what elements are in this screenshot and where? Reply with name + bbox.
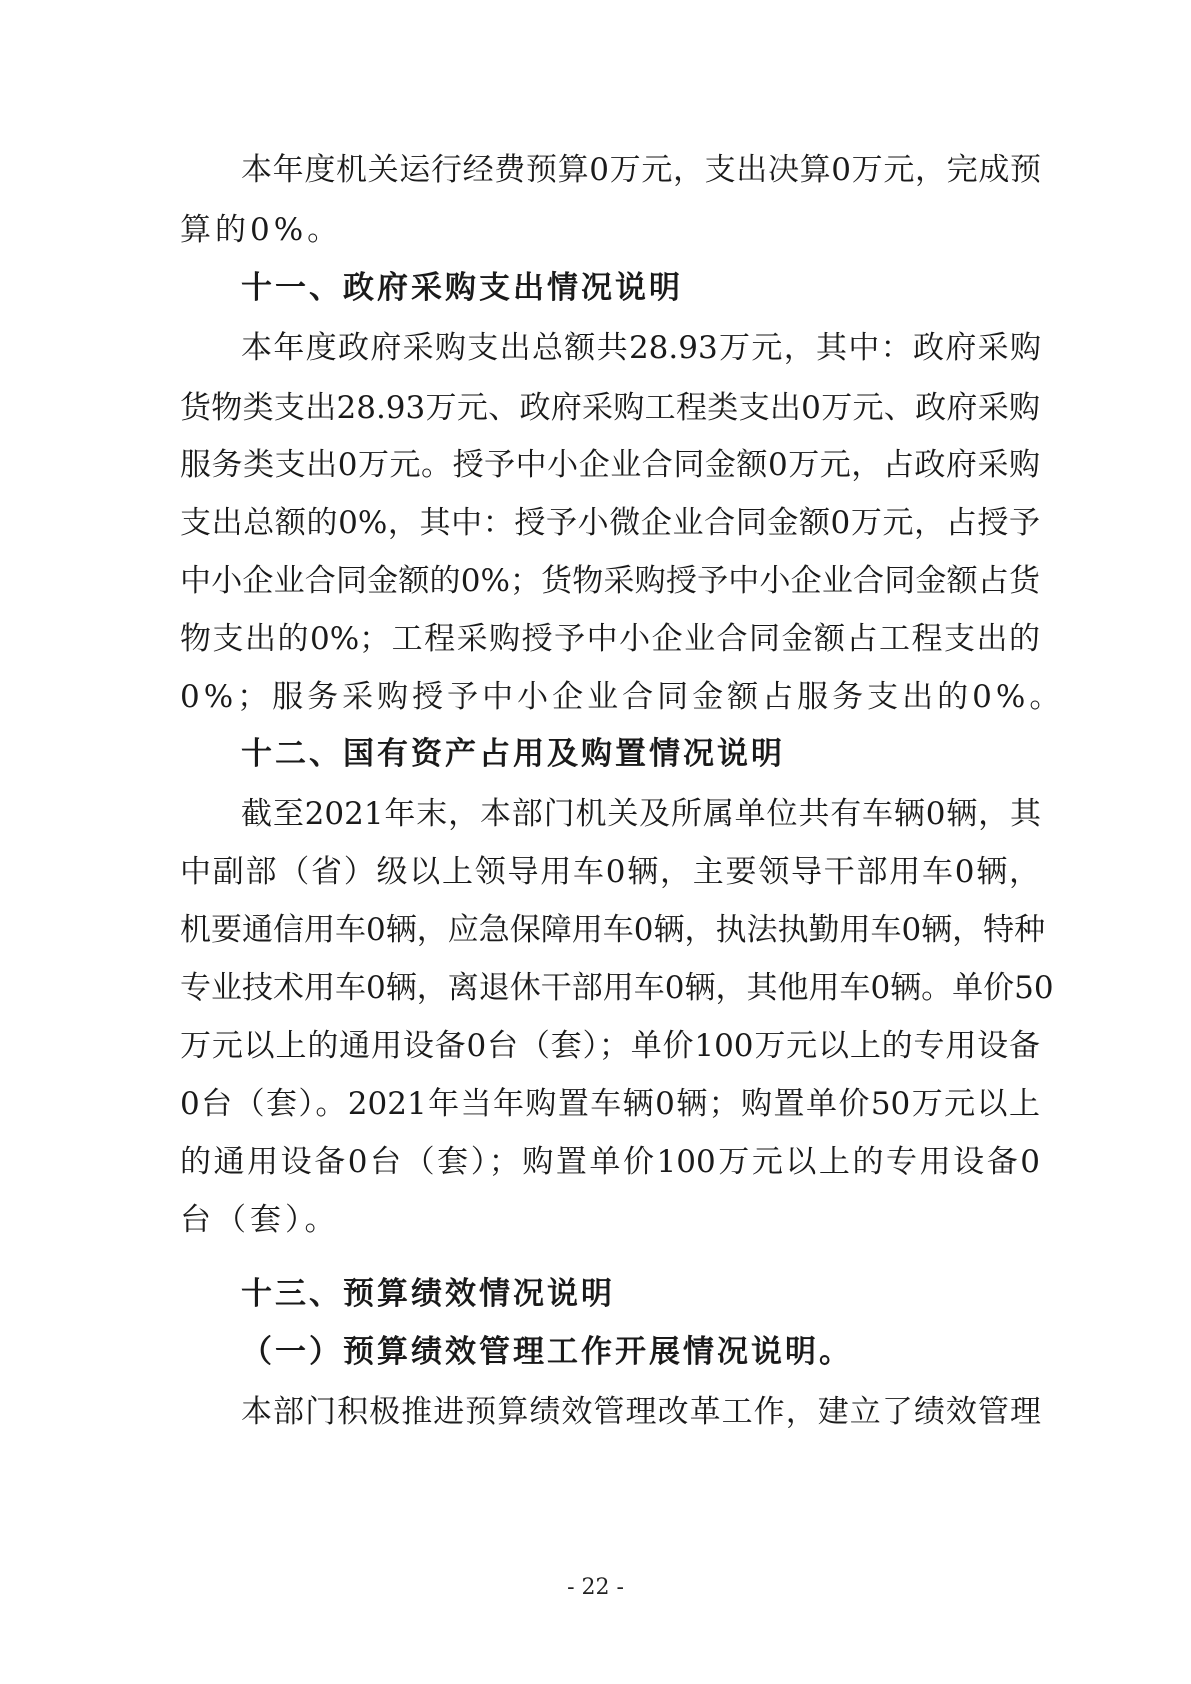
section-heading-12: 十二、国有资产占用及购置情况说明: [241, 736, 785, 772]
paragraph-line: 本部门积极推进预算绩效管理改革工作，建立了绩效管理: [241, 1394, 1041, 1430]
paragraph-line: 机要通信用车0辆，应急保障用车0辆，执法执勤用车0辆，特种: [180, 912, 1046, 948]
paragraph-line: 支出总额的0%，其中：授予小微企业合同金额0万元，占授予: [180, 505, 1040, 541]
section-heading-11: 十一、政府采购支出情况说明: [241, 270, 683, 306]
page-number: - 22 -: [567, 1575, 624, 1600]
paragraph-line: 本年度机关运行经费预算0万元，支出决算0万元，完成预: [241, 152, 1041, 188]
paragraph-line: 本年度政府采购支出总额共28.93万元，其中：政府采购: [241, 330, 1041, 366]
subsection-heading: （一）预算绩效管理工作开展情况说明。: [241, 1334, 853, 1370]
paragraph-line: 台（套）。: [180, 1202, 340, 1238]
paragraph-line: 货物类支出28.93万元、政府采购工程类支出0万元、政府采购: [180, 390, 1040, 426]
paragraph-line: 0%；服务采购授予中小企业合同金额占服务支出的0%。: [180, 679, 1065, 715]
paragraph-line: 物支出的0%；工程采购授予中小企业合同金额占工程支出的: [180, 621, 1040, 657]
paragraph-line: 中小企业合同金额的0%；货物采购授予中小企业合同金额占货: [180, 563, 1040, 599]
paragraph-line: 中副部（省）级以上领导用车0辆，主要领导干部用车0辆，: [180, 854, 1040, 890]
paragraph-line: 的通用设备0台（套）；购置单价100万元以上的专用设备0: [180, 1144, 1040, 1180]
paragraph-line: 0台（套）。2021年当年购置车辆0辆；购置单价50万元以上: [180, 1086, 1040, 1122]
paragraph-line: 服务类支出0万元。授予中小企业合同金额0万元，占政府采购: [180, 447, 1040, 483]
section-heading-13: 十三、预算绩效情况说明: [241, 1276, 615, 1312]
paragraph-line: 万元以上的通用设备0台（套）；单价100万元以上的专用设备: [180, 1028, 1040, 1064]
paragraph-line: 专业技术用车0辆，离退休干部用车0辆，其他用车0辆。单价50: [180, 970, 1054, 1006]
paragraph-line: 算的0%。: [180, 212, 343, 248]
paragraph-line: 截至2021年末，本部门机关及所属单位共有车辆0辆，其: [241, 796, 1041, 832]
